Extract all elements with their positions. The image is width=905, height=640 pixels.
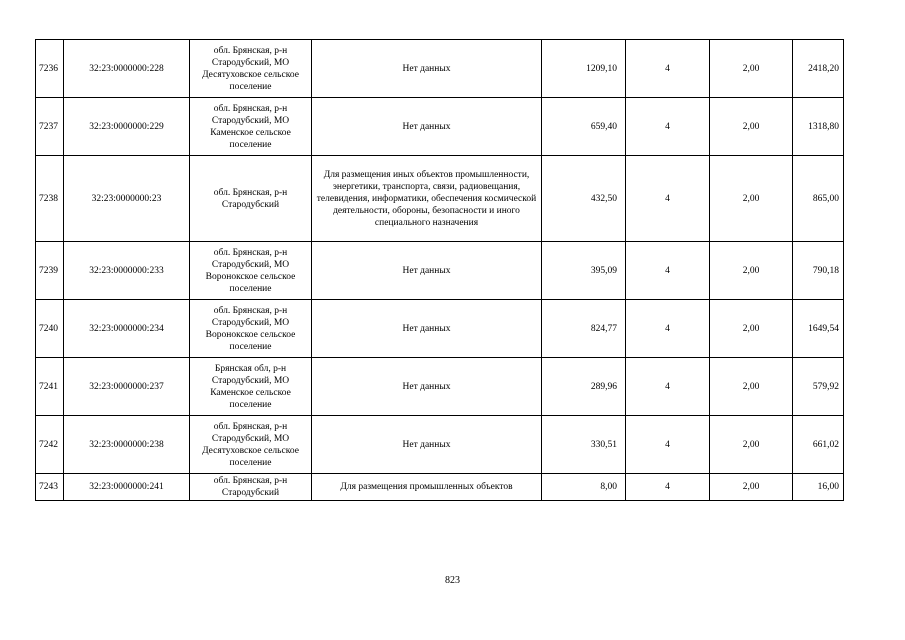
area: 824,77 [542,300,626,358]
rate: 2,00 [710,416,793,474]
total: 790,18 [793,242,844,300]
row-number: 7237 [36,98,64,156]
table-row [36,156,844,242]
row-number: 7239 [36,242,64,300]
table-row [36,416,844,474]
row-number: 7241 [36,358,64,416]
cadastral-number: 32:23:0000000:228 [64,40,190,98]
address: обл. Брянская, р-н Стародубский, МО Воронокское сельское поселение [190,242,312,300]
area: 330,51 [542,416,626,474]
purpose: Нет данных [312,98,542,156]
purpose: Для размещения промышленных объектов [312,474,542,501]
row-number: 7242 [36,416,64,474]
rate: 2,00 [710,474,793,501]
cadastral-number: 32:23:0000000:238 [64,416,190,474]
total: 1649,54 [793,300,844,358]
area: 395,09 [542,242,626,300]
total: 2418,20 [793,40,844,98]
row-number: 7243 [36,474,64,501]
address: Брянская обл, р-н Стародубский, МО Каменское сельское поселение [190,358,312,416]
area: 432,50 [542,156,626,242]
purpose: Нет данных [312,300,542,358]
area: 8,00 [542,474,626,501]
rate: 2,00 [710,358,793,416]
table-body [36,40,844,501]
total: 661,02 [793,416,844,474]
table-row [36,242,844,300]
row-number: 7236 [36,40,64,98]
address: обл. Брянская, р-н Стародубский, МО Воронокское сельское поселение [190,300,312,358]
cadastral-number: 32:23:0000000:23 [64,156,190,242]
page-number: 823 [445,575,460,586]
table-row [36,300,844,358]
rate: 2,00 [710,98,793,156]
total: 16,00 [793,474,844,501]
area: 289,96 [542,358,626,416]
address: обл. Брянская, р-н Стародубский [190,156,312,242]
cadastral-number: 32:23:0000000:234 [64,300,190,358]
cadastral-number: 32:23:0000000:233 [64,242,190,300]
address: обл. Брянская, р-н Стародубский [190,474,312,501]
rate: 2,00 [710,40,793,98]
purpose: Нет данных [312,358,542,416]
address: обл. Брянская, р-н Стародубский, МО Десятуховское сельское поселение [190,40,312,98]
table-row [36,474,844,501]
area: 1209,10 [542,40,626,98]
code: 4 [626,98,710,156]
code: 4 [626,242,710,300]
code: 4 [626,358,710,416]
code: 4 [626,474,710,501]
code: 4 [626,156,710,242]
purpose: Нет данных [312,416,542,474]
purpose: Нет данных [312,242,542,300]
code: 4 [626,300,710,358]
total: 579,92 [793,358,844,416]
purpose: Нет данных [312,40,542,98]
total: 865,00 [793,156,844,242]
cadastral-number: 32:23:0000000:237 [64,358,190,416]
land-plots-table [35,39,844,501]
table-row [36,98,844,156]
cadastral-number: 32:23:0000000:241 [64,474,190,501]
row-number: 7238 [36,156,64,242]
area: 659,40 [542,98,626,156]
address: обл. Брянская, р-н Стародубский, МО Десятуховское сельское поселение [190,416,312,474]
total: 1318,80 [793,98,844,156]
rate: 2,00 [710,242,793,300]
purpose: Для размещения иных объектов промышленности, энергетики, транспорта, связи, радиовещания, телевидения, информатики, обеспечения космической деятельности, обороны, безопасности и иного специального назначения [312,156,542,242]
address: обл. Брянская, р-н Стародубский, МО Каменское сельское поселение [190,98,312,156]
row-number: 7240 [36,300,64,358]
cadastral-number: 32:23:0000000:229 [64,98,190,156]
table-row [36,358,844,416]
table-row [36,40,844,98]
rate: 2,00 [710,300,793,358]
rate: 2,00 [710,156,793,242]
code: 4 [626,416,710,474]
code: 4 [626,40,710,98]
